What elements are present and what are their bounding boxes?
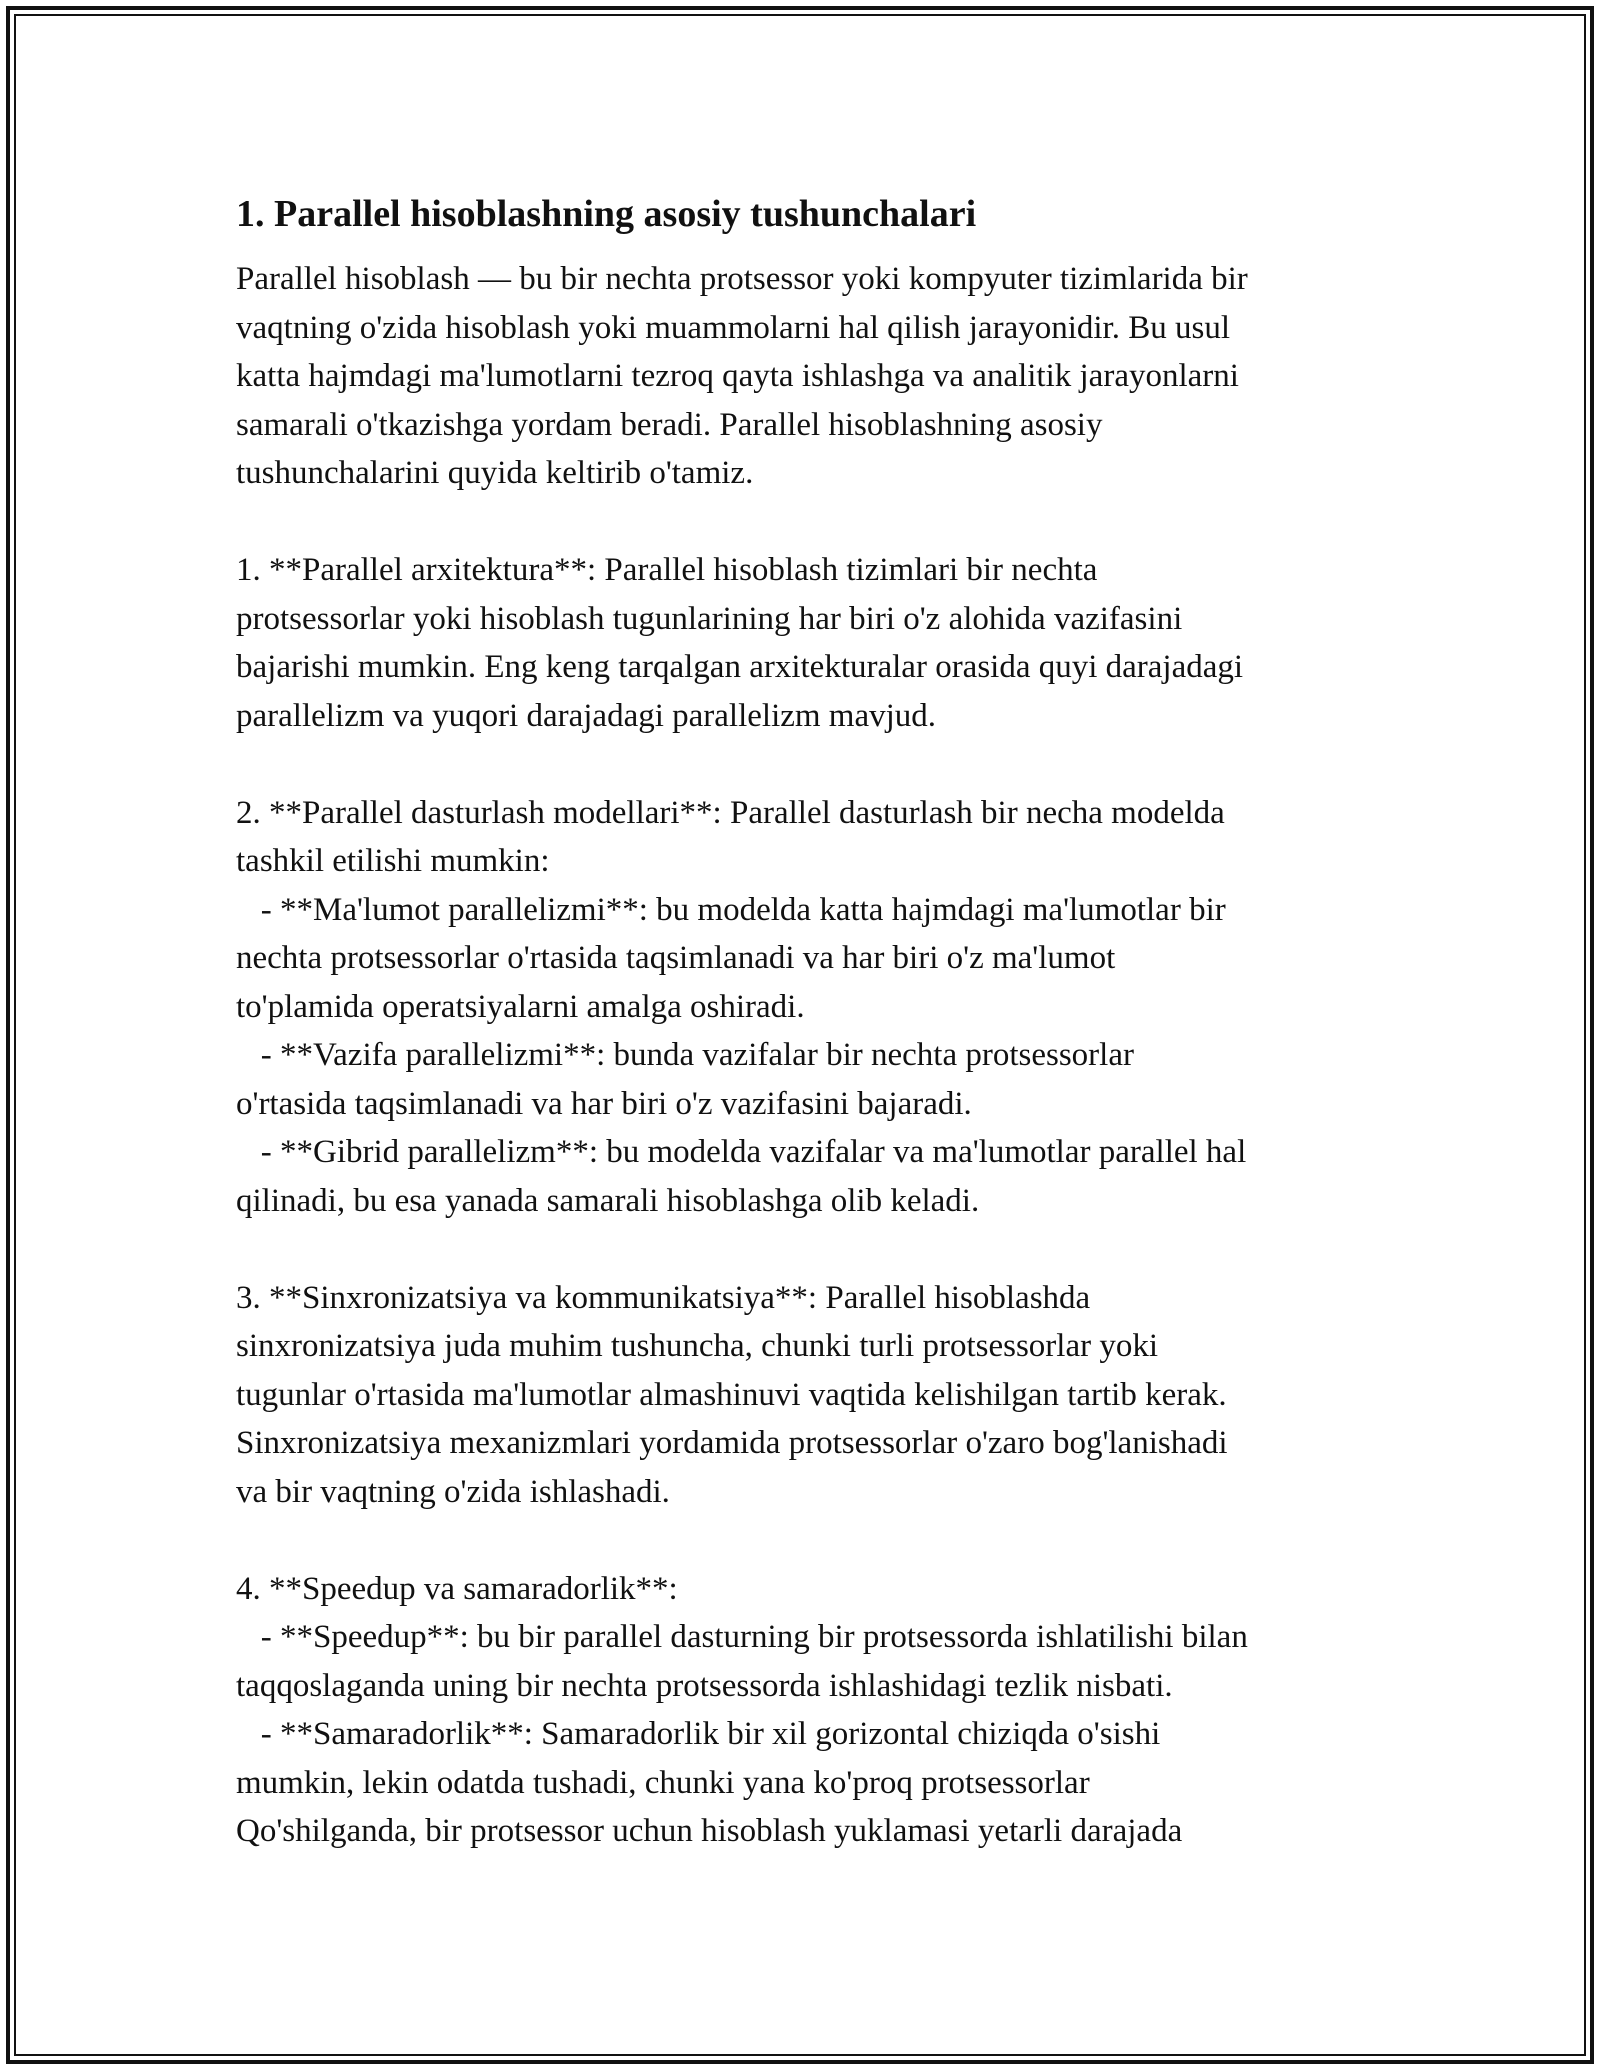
- text-line: vaqtning o'zida hisoblash yoki muammolarni hal qilish jarayonidir. Bu usul: [236, 309, 1230, 346]
- text-line: 1. **Parallel arxitektura**: Parallel hisoblash tizimlari bir nechta: [236, 552, 1098, 588]
- text-line: taqqoslaganda uning bir nechta protsessorda ishlashidagi tezlik nisbati.: [236, 1667, 1173, 1704]
- text-line: 2. **Parallel dasturlash modellari**: Parallel dasturlash bir necha modelda: [236, 794, 1225, 831]
- text-line: tushunchalarini quyida keltirib o'tamiz.: [236, 455, 754, 491]
- text-line: qilinadi, bu esa yanada samarali hisoblashga olib keladi.: [236, 1182, 980, 1219]
- list-item-line: - **Ma'lumot parallelizmi**: bu modelda katta hajmdagi ma'lumotlar bir: [236, 891, 1226, 928]
- list-item-line: - **Samaradorlik**: Samaradorlik bir xil gorizontal chiziqda o'sishi: [236, 1716, 1161, 1752]
- section-parallel-architecture: [236, 546, 1376, 740]
- paragraph-spacer: [236, 1225, 1376, 1274]
- text-line: parallelizm va yuqori darajadagi parallelizm mavjud.: [236, 697, 937, 734]
- text-line: bajarishi mumkin. Eng keng tarqalgan arxitekturalar orasida quyi darajadagi: [236, 649, 1244, 685]
- paragraph-spacer: [236, 1516, 1376, 1565]
- text-line: Parallel hisoblash — bu bir nechta protsessor yoki kompyuter tizimlarida bir: [236, 261, 1248, 297]
- text-line: tashkil etilishi mumkin:: [236, 843, 550, 879]
- text-line: sinxronizatsiya juda muhim tushuncha, chunki turli protsessorlar yoki: [236, 1328, 1159, 1364]
- text-line: protsessorlar yoki hisoblash tugunlarining har biri o'z alohida vazifasini: [236, 600, 1183, 637]
- text-line: nechta protsessorlar o'rtasida taqsimlanadi va har biri o'z ma'lumot: [236, 940, 1116, 976]
- paragraph-spacer: [236, 740, 1376, 789]
- text-line: Qo'shilganda, bir protsessor uchun hisoblash yuklamasi yetarli darajada: [236, 1813, 1183, 1849]
- list-item-line: - **Speedup**: bu bir parallel dasturning bir protsessorda ishlatilishi bilan: [236, 1619, 1248, 1655]
- page-title: 1. Parallel hisoblashning asosiy tushunchalari: [236, 193, 977, 235]
- text-line: tugunlar o'rtasida ma'lumotlar almashinuvi vaqtida kelishilgan tartib kerak.: [236, 1376, 1227, 1413]
- text-line: to'plamida operatsiyalarni amalga oshiradi.: [236, 988, 805, 1025]
- section-synchronization: [236, 1274, 1376, 1517]
- intro-paragraph: [236, 255, 1376, 498]
- text-line: mumkin, lekin odatda tushadi, chunki yana ko'proq protsessorlar: [236, 1764, 1090, 1801]
- document-body: [236, 188, 1376, 1856]
- section-programming-models: [236, 789, 1376, 1226]
- paragraph-spacer: [236, 498, 1376, 547]
- text-line: 3. **Sinxronizatsiya va kommunikatsiya**: Parallel hisoblashda: [236, 1279, 1091, 1316]
- text-line: Sinxronizatsiya mexanizmlari yordamida protsessorlar o'zaro bog'lanishadi: [236, 1425, 1228, 1461]
- text-line: samarali o'tkazishga yordam beradi. Parallel hisoblashning asosiy: [236, 406, 1103, 443]
- section-speedup-efficiency: [236, 1565, 1376, 1856]
- text-line: 4. **Speedup va samaradorlik**:: [236, 1570, 678, 1607]
- text-line: katta hajmdagi ma'lumotlarni tezroq qayta ishlashga va analitik jarayonlarni: [236, 358, 1239, 394]
- list-item-line: - **Gibrid parallelizm**: bu modelda vazifalar va ma'lumotlar parallel hal: [236, 1134, 1247, 1170]
- text-line: va bir vaqtning o'zida ishlashadi.: [236, 1473, 670, 1510]
- list-item-line: - **Vazifa parallelizmi**: bunda vazifalar bir nechta protsessorlar: [236, 1037, 1134, 1073]
- text-line: o'rtasida taqsimlanadi va har biri o'z vazifasini bajaradi.: [236, 1085, 972, 1122]
